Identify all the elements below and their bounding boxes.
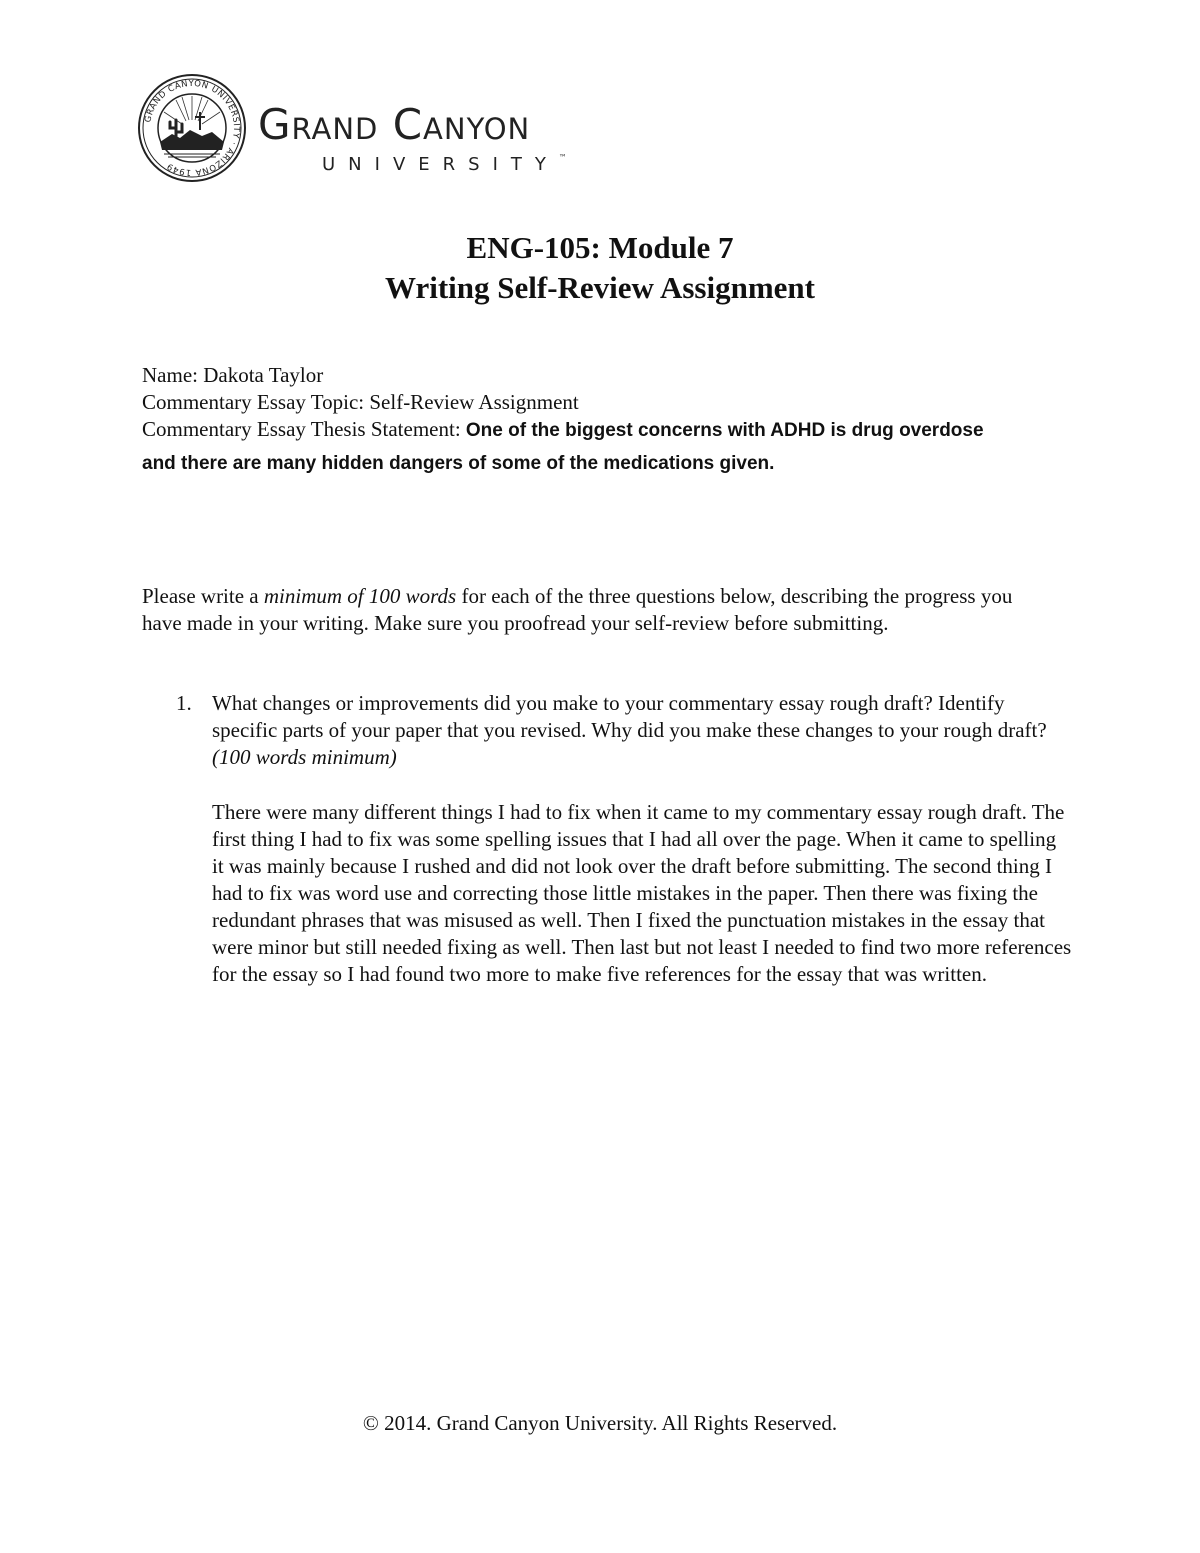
course-title: ENG-105: Module 7 bbox=[466, 230, 734, 265]
thesis-line bbox=[142, 416, 1062, 444]
instructions-emphasis: minimum of 100 words bbox=[263, 584, 457, 608]
seal-text: GRAND CANYON UNIVERSITY · ARIZONA 1949 bbox=[143, 78, 242, 178]
copyright-footer: © 2014. Grand Canyon University. All Rights Reserved. bbox=[362, 1411, 838, 1435]
student-name: Name: Dakota Taylor bbox=[142, 363, 324, 387]
document-title bbox=[0, 228, 1200, 308]
instructions-part2: for each of the three questions below, describing the progress you have made in your writing. Make sure you proofread your self-review before submitting. bbox=[142, 584, 1013, 635]
question-number: 1. bbox=[176, 691, 192, 715]
university-name: Grand Canyon bbox=[258, 100, 531, 149]
trademark-mark: ™ bbox=[558, 153, 567, 162]
assignment-title: Writing Self-Review Assignment bbox=[385, 270, 815, 305]
question-text bbox=[212, 690, 1072, 771]
question-requirement: (100 words minimum) bbox=[212, 745, 397, 769]
instructions-part1: Please write a bbox=[142, 584, 264, 608]
university-logo bbox=[136, 72, 636, 182]
university-subtitle-text: UNIVERSITY bbox=[322, 154, 559, 175]
instructions-paragraph bbox=[142, 583, 1042, 637]
university-subtitle bbox=[322, 153, 567, 175]
essay-topic: Commentary Essay Topic: Self-Review Assignment bbox=[142, 390, 579, 414]
thesis-label: Commentary Essay Thesis Statement: bbox=[142, 417, 466, 441]
answer-paragraph: There were many different things I had to fix when it came to my commentary essay rough draft. The first thing I had to fix was some spelling issues that I had all over the page. When it came to spelling it was mainly because I rushed and did not look over the draft before submitting. The second thing I had to fix was word use and correcting those little mistakes in the paper. Then there was fixing the redundant phrases that was misused as well. Then I fixed the punctuation mistakes in the essay that were minor but still needed fixing as well. Then last but not least I needed to find two more references for the essay so I had found two more to make five references for the essay that was written. bbox=[212, 800, 1072, 986]
question-prompt: What changes or improvements did you make to your commentary essay rough draft? Identify specific parts of your paper that you revised. Why did you make these changes to your rough draft? bbox=[212, 691, 1047, 742]
thesis-statement-continued: and there are many hidden dangers of some of the medications given. bbox=[142, 453, 775, 474]
university-seal-icon bbox=[136, 72, 248, 184]
thesis-statement: One of the biggest concerns with ADHD is drug overdose bbox=[465, 420, 984, 441]
student-info bbox=[142, 362, 1062, 477]
